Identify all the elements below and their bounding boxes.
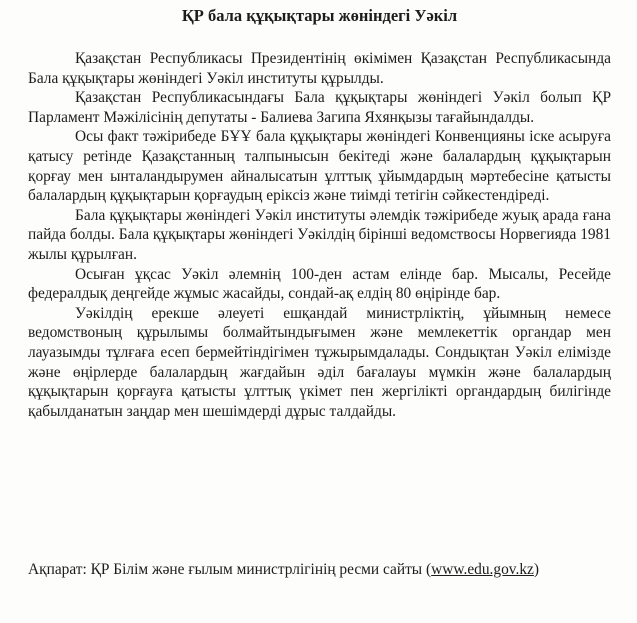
paragraph-4: Бала құқықтары жөніндегі Уәкіл институты әлемдік тәжірибеде жуық арада ғана пайда болды. Бала құқықтары жөніндегі Уәкілдің бірінші ведомствосы Норвегияда 1981 жылы құрылған.: [28, 206, 611, 263]
source-label: Ақпарат: ҚР Білім және ғылым министрлігінің ресми сайты (: [28, 561, 432, 578]
paragraph-1: Қазақстан Республикасы Президентінің өкімімен Қазақстан Республикасында Бала құқықтары жөніндегі Уәкіл институты құрылды.: [28, 50, 611, 87]
paragraph-6: Уәкілдің ерекше әлеуеті ешқандай министрліктің, ұйымның немесе ведомствоның құрылымы болмайтындығымен және мемлекеттік органдар мен лауазымды тұлғаға есеп бермейтіндігімен тұжырымдалады. Сондықтан Уәкіл елімізде және өңірлерде балалардың жағдайын әділ бағалауы мүмкін және балалардың құқықтарын қорғауға қатысты ұлттық үкімет пен жергілікті органдардың билігінде қабылданатын заңдар мен шешімдерді дұрыс талдайды.: [28, 304, 611, 420]
source-closing: ): [533, 561, 539, 578]
source-note: [28, 560, 611, 580]
document-body: [28, 49, 611, 421]
paragraph-2: Қазақстан Республикасындағы Бала құқықтары жөніндегі Уәкіл болып ҚР Парламент Мәжілісінің депутаты - Балиева Загипа Яхянқызы тағайындалды.: [28, 89, 611, 126]
source-link[interactable]: www.edu.gov.kz: [431, 561, 534, 578]
document-title: ҚР бала құқықтары жөніндегі Уәкіл: [181, 6, 458, 25]
paragraph-5: Осыған ұқсас Уәкіл әлемнің 100-ден астам елінде бар. Мысалы, Ресейде федералдық деңгейде жұмыс жасайды, сондай-ақ елдің 80 өңірінде бар.: [28, 265, 611, 303]
paragraph-3: Осы факт тәжірибеде БҰҰ бала құқықтары жөніндегі Конвенцияны іске асыруға қатысу ретінде Қазақстанның талпынысын бекітеді және балалардың құқықтарын қорғау мен ынталандырумен айналысатын ұлттық ұйымдардың мәртебесіне қатысты балалардың құқықтарын қорғаудың ерікcіз және тиімді тетігін сәйкестендіреді.: [28, 128, 611, 205]
